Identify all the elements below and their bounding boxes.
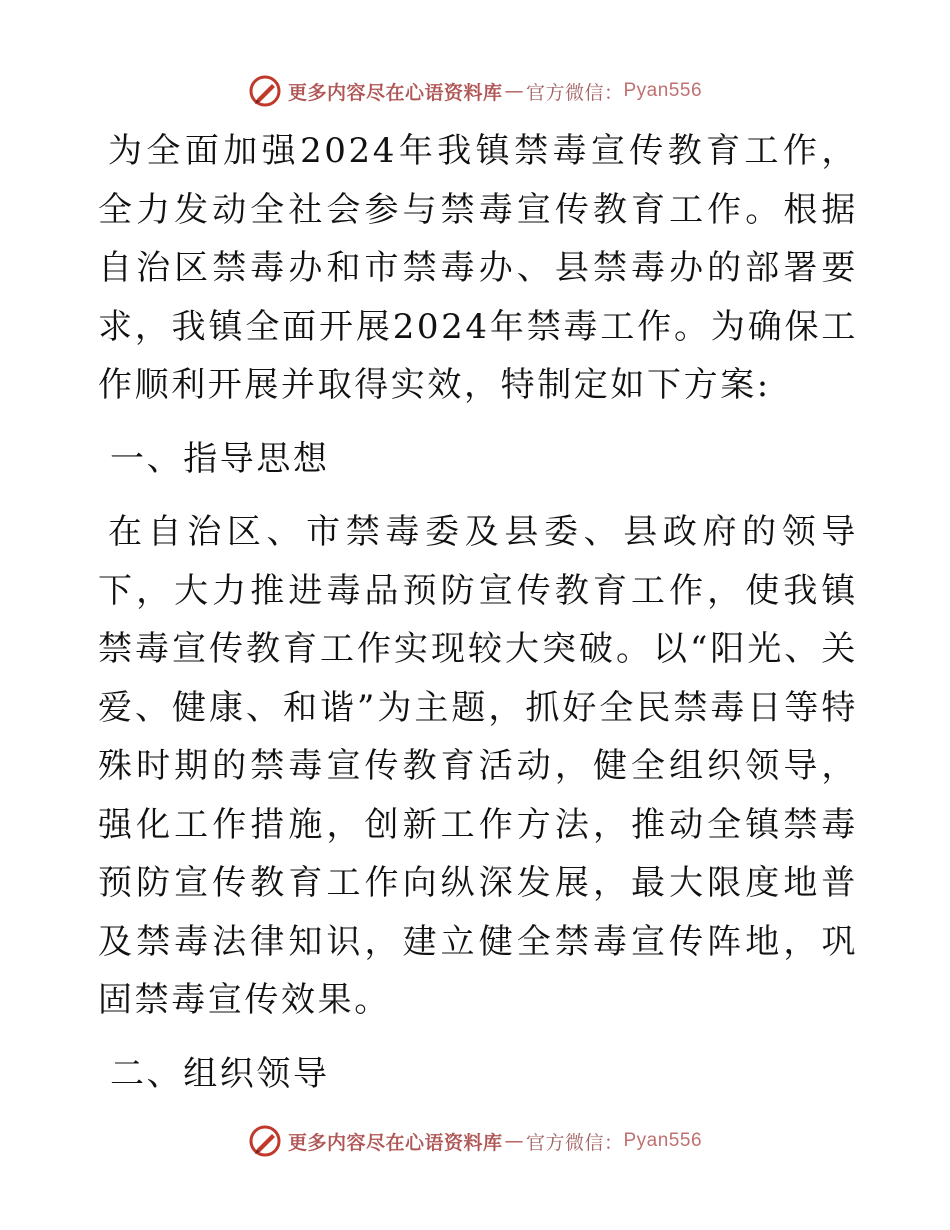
watermark-official-label: 官方微信： (525, 1131, 624, 1154)
section-1-heading: 一、指导思想 (110, 438, 330, 479)
spacer (98, 488, 858, 503)
watermark-account: Pyan556 (623, 1130, 703, 1151)
section-2-heading: 二、组织领导 (110, 1053, 330, 1094)
spacer (98, 415, 858, 430)
document-body (98, 122, 858, 1103)
intro-paragraph: 为全面加强2024年我镇禁毒宣传教育工作，全力发动全社会参与禁毒宣传教育工作。根据自治区禁毒办和市禁毒办、县禁毒办的部署要求，我镇全面开展2024年禁毒工作。为确保工作顺利开展并取得实效，特制定如下方案: (98, 131, 858, 405)
watermark-account: Pyan556 (623, 80, 703, 101)
watermark-official-label: 官方微信： (525, 81, 624, 104)
spacer (98, 1030, 858, 1045)
watermark-main-text: 更多内容尽在心语资料库 (287, 1131, 503, 1154)
red-pen-logo-icon (248, 74, 282, 108)
section-1-paragraph: 在自治区、市禁毒委及县委、县政府的领导下，大力推进毒品预防宣传教育工作，使我镇禁毒宣传教育工作实现较大突破。以“阳光、关爱、健康、和谐”为主题，抓好全民禁毒日等特殊时期的禁毒宣传教育活动，健全组织领导，强化工作措施，创新工作方法，推动全镇禁毒预防宣传教育工作向纵深发展，最大限度地普及禁毒法律知识，建立健全禁毒宣传阵地，巩固禁毒宣传效果。 (98, 512, 858, 1020)
watermark-separator: — (504, 1130, 524, 1152)
header-watermark (0, 74, 950, 108)
watermark-separator: — (504, 80, 524, 102)
red-pen-logo-icon (248, 1124, 282, 1158)
footer-watermark (0, 1124, 950, 1158)
watermark-main-text: 更多内容尽在心语资料库 (287, 81, 503, 104)
